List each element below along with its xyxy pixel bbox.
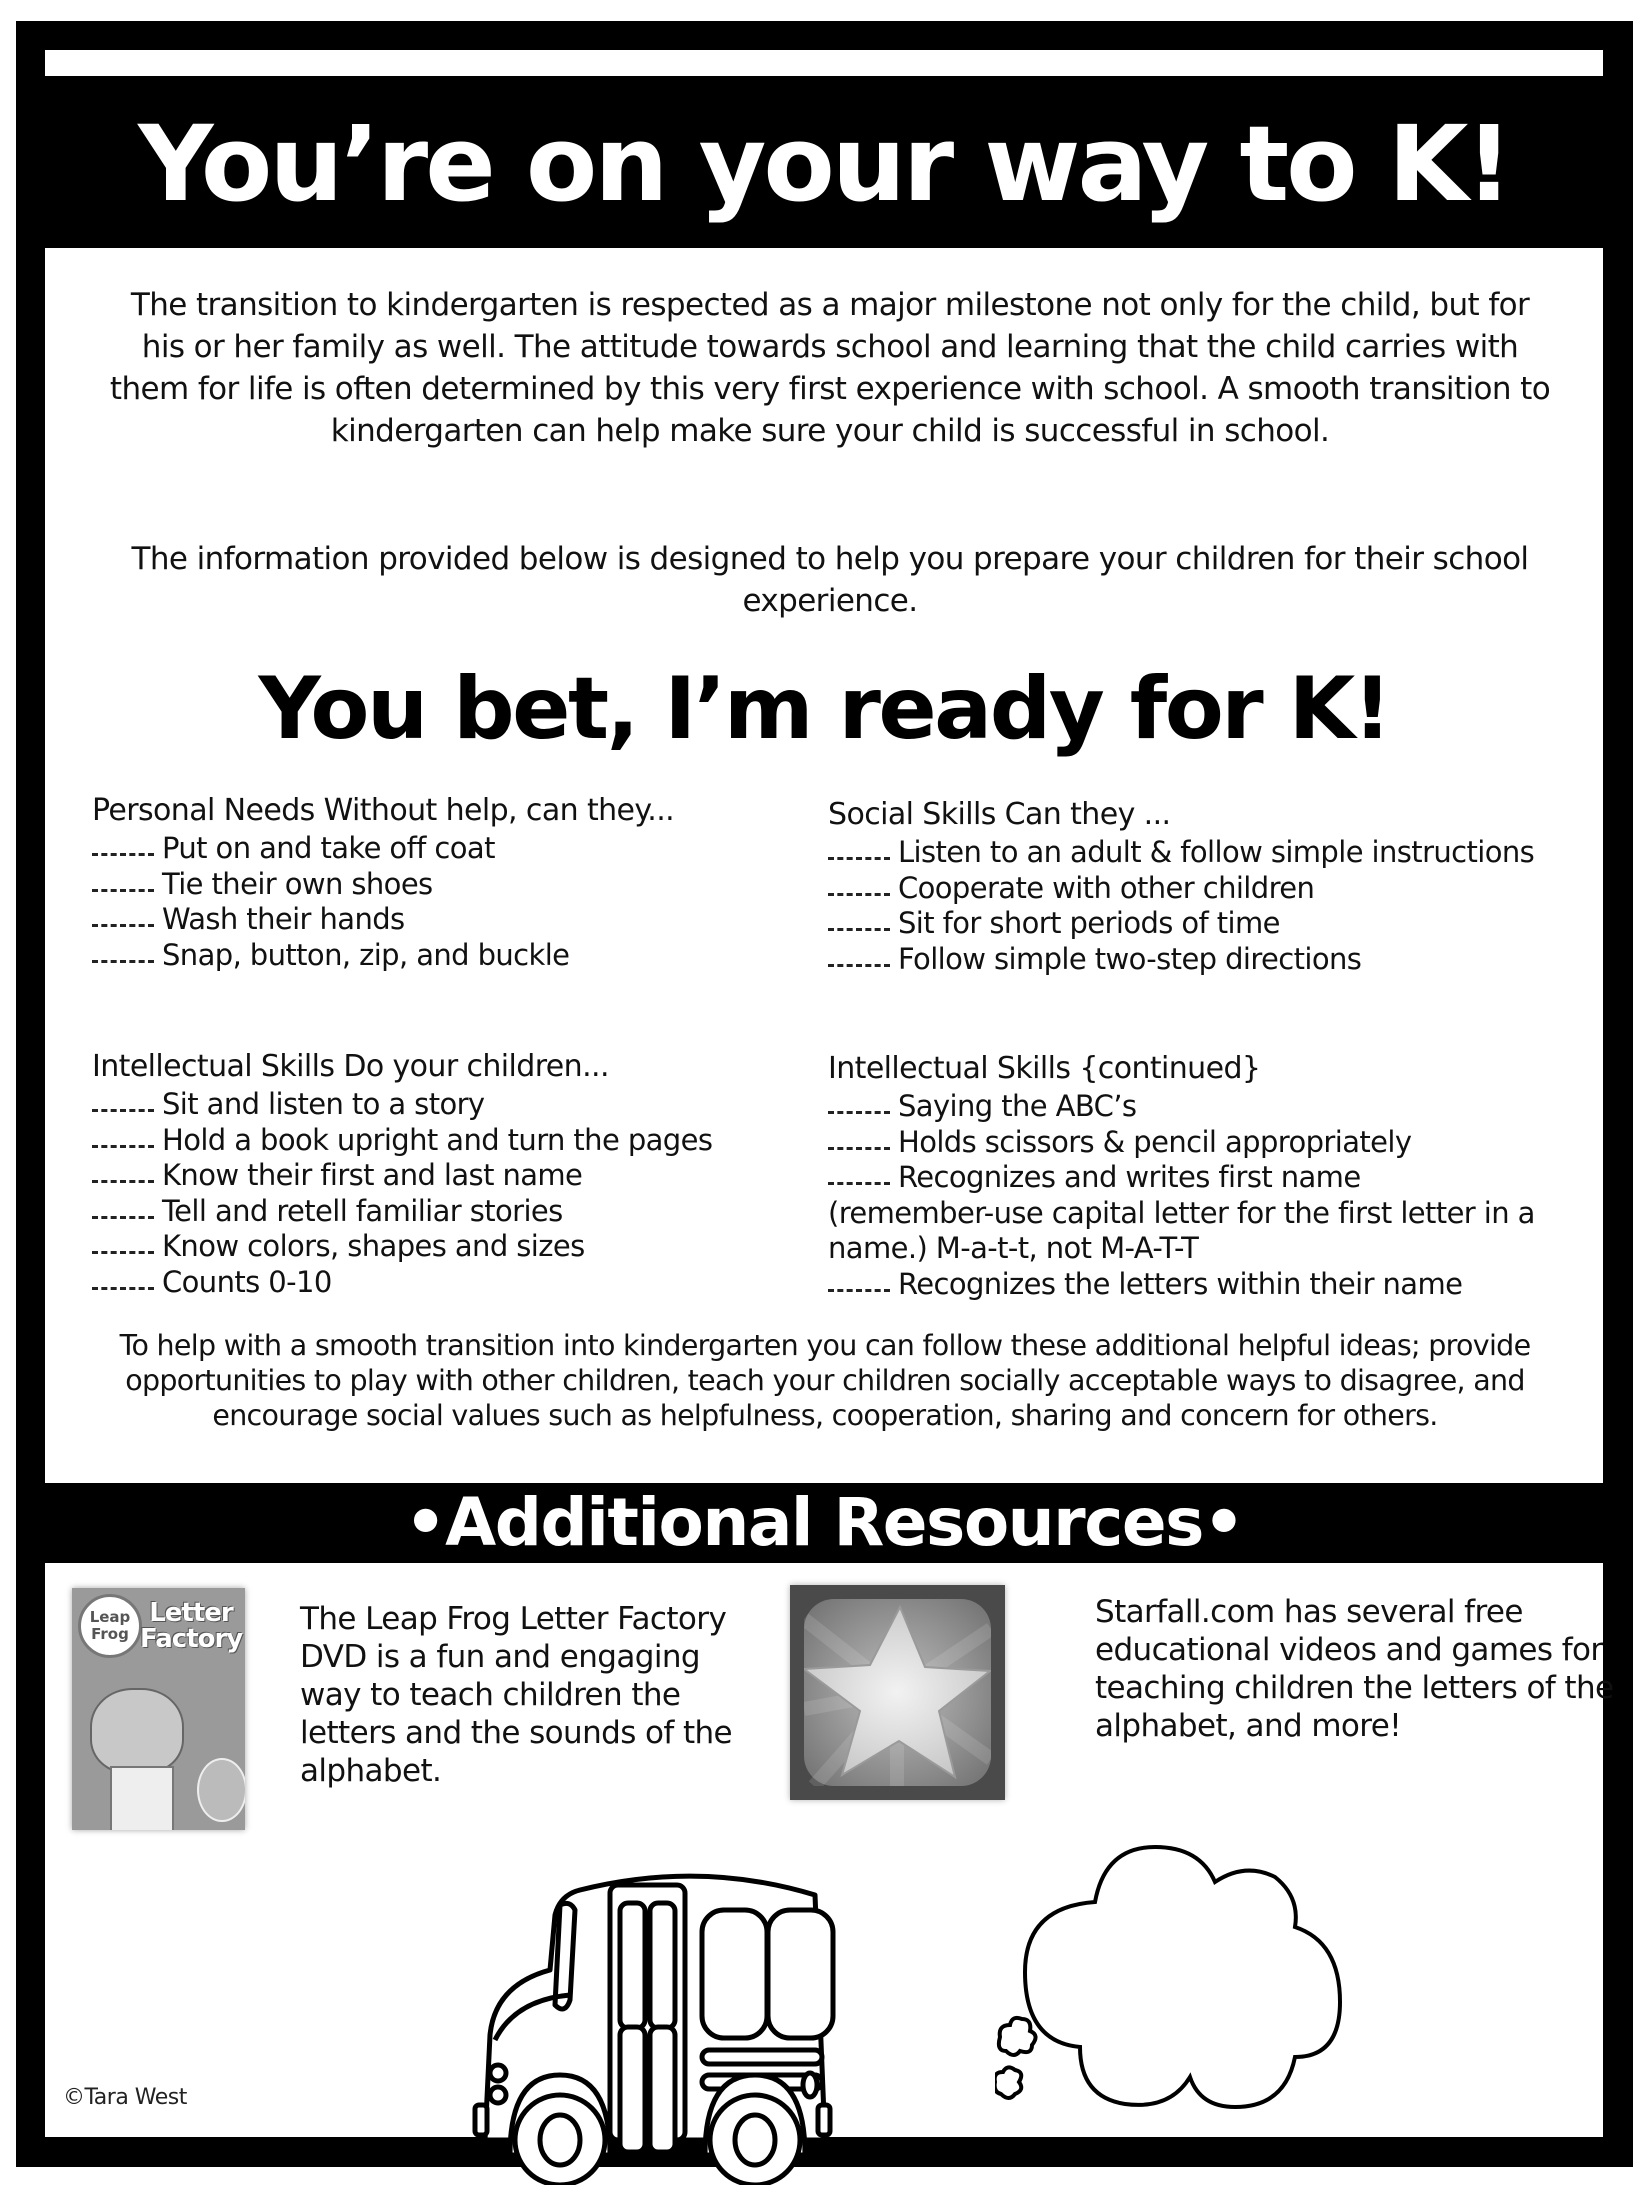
checklist-item[interactable] (92, 1229, 712, 1265)
checkbox-blank[interactable] (828, 928, 890, 931)
checklist-item[interactable] (828, 1089, 1588, 1125)
checkbox-blank[interactable] (92, 1251, 154, 1254)
checklist-item[interactable] (92, 1158, 712, 1194)
item-label: Tell and retell familiar stories (162, 1193, 563, 1228)
checklist-item[interactable] (92, 831, 674, 867)
school-bus-icon (470, 1855, 970, 2185)
starfall-star-icon (790, 1585, 1005, 1800)
item-label: Listen to an adult & follow simple instructions (898, 835, 1535, 869)
checkbox-blank[interactable] (828, 893, 890, 896)
checkbox-blank[interactable] (828, 964, 890, 967)
checkbox-blank[interactable] (828, 1182, 890, 1185)
item-label: Recognizes the letters within their name (898, 1266, 1463, 1301)
item-label: Hold a book upright and turn the pages (162, 1122, 713, 1157)
checkbox-blank[interactable] (828, 1289, 890, 1292)
checklist-item[interactable] (828, 1160, 1588, 1196)
checkbox-blank[interactable] (92, 889, 154, 892)
checklist-title: You bet, I’m ready for K! (258, 659, 1390, 759)
intro-paragraph: The transition to kindergarten is respected as a major milestone not only for the child, but for his or her family as well. The attitude towards school and learning that the child carries with them for life is often determined by this very first experience with school. A smooth transition to kindergarten can help make sure your child is successful in school. (109, 287, 1551, 449)
leapfrog-description: The Leap Frog Letter Factory DVD is a fun and engaging way to teach children the letters and the sounds of the alphabet. (300, 1601, 733, 1789)
checkbox-blank[interactable] (828, 857, 890, 860)
starfall-description: Starfall.com has several free educational videos and games for teaching children the letters of the alphabet, and more! (1095, 1594, 1614, 1744)
thought-cloud-icon (995, 1842, 1395, 2127)
section-heading: Intellectual Skills {continued} (828, 1051, 1261, 1086)
item-label: Recognizes and writes first name (898, 1160, 1361, 1194)
checklist-item[interactable] (92, 902, 674, 938)
intro-paragraph-2: The information provided below is designed to help you prepare your children for their school experience. (131, 541, 1529, 619)
checklist-item[interactable] (92, 1087, 712, 1123)
item-label: Wash their hands (162, 902, 405, 936)
checkbox-blank[interactable] (92, 1216, 154, 1219)
section-personal-needs (92, 791, 674, 973)
item-label: Follow simple two-step directions (898, 941, 1362, 976)
item-label: Tie their own shoes (162, 866, 433, 901)
checklist-item[interactable] (92, 1194, 712, 1230)
checklist-item[interactable] (828, 906, 1534, 942)
checkbox-blank[interactable] (92, 853, 154, 856)
item-label: Holds scissors & pencil appropriately (898, 1124, 1412, 1159)
dvd-badge-icon (197, 1758, 245, 1822)
checkbox-blank[interactable] (92, 960, 154, 963)
main-content-box (45, 248, 1603, 1483)
frog-body-icon (110, 1766, 174, 1830)
checklist-item[interactable] (92, 1123, 712, 1159)
checklist-item[interactable] (92, 938, 674, 974)
item-label: Saying the ABC’s (898, 1089, 1137, 1123)
item-label: Cooperate with other children (898, 870, 1315, 905)
item-note: (remember-use capital letter for the first letter in a name.) M-a-t-t, not M-A-T-T (828, 1195, 1535, 1265)
star-icon-background (804, 1599, 991, 1786)
top-white-bar (45, 50, 1603, 76)
checkbox-blank[interactable] (828, 1111, 890, 1114)
checklist-item[interactable] (828, 1267, 1588, 1303)
checklist-item[interactable] (828, 871, 1534, 907)
copyright-text: ©Tara West (63, 2085, 187, 2110)
leapfrog-logo: Leap Frog (78, 1594, 142, 1658)
leapfrog-dvd-cover-image (72, 1588, 245, 1830)
star-icon (804, 1599, 991, 1786)
item-label: Sit for short periods of time (898, 906, 1280, 940)
tips-paragraph: To help with a smooth transition into kindergarten you can follow these additional helpful ideas; provide opportunities to play with other children, teach your children socially acceptable ways to disagree, and encourage social values such as helpfulness, cooperation, sharing and concern for others. (119, 1329, 1531, 1432)
section-heading: Intellectual Skills Do your children... (92, 1049, 609, 1084)
dvd-title: Letter Factory (140, 1598, 243, 1654)
checklist-item[interactable] (828, 835, 1534, 871)
section-heading: Social Skills Can they ... (828, 797, 1171, 832)
page-title: You’re on your way to K! (138, 103, 1510, 225)
checkbox-blank[interactable] (92, 1287, 154, 1290)
checkbox-blank[interactable] (828, 1147, 890, 1150)
checkbox-blank[interactable] (92, 1109, 154, 1112)
section-heading: Personal Needs Without help, can they... (92, 793, 675, 828)
checkbox-blank[interactable] (92, 1145, 154, 1148)
checklist-item[interactable] (92, 867, 674, 903)
section-social-skills (828, 795, 1534, 977)
checklist-item[interactable] (828, 942, 1534, 978)
resources-title: •Additional Resources• (404, 1484, 1244, 1561)
section-intellectual-skills (92, 1047, 712, 1300)
checklist-item[interactable] (828, 1125, 1588, 1161)
section-intellectual-skills-continued (828, 1049, 1588, 1302)
checklist-item[interactable] (92, 1265, 712, 1301)
item-label: Know colors, shapes and sizes (162, 1229, 585, 1263)
item-label: Snap, button, zip, and buckle (162, 937, 570, 972)
item-label: Counts 0-10 (162, 1264, 332, 1299)
item-label: Sit and listen to a story (162, 1087, 485, 1121)
checkbox-blank[interactable] (92, 1180, 154, 1183)
item-label: Put on and take off coat (162, 831, 495, 865)
checkbox-blank[interactable] (92, 924, 154, 927)
frog-character-icon (90, 1688, 184, 1774)
item-label: Know their first and last name (162, 1158, 583, 1192)
